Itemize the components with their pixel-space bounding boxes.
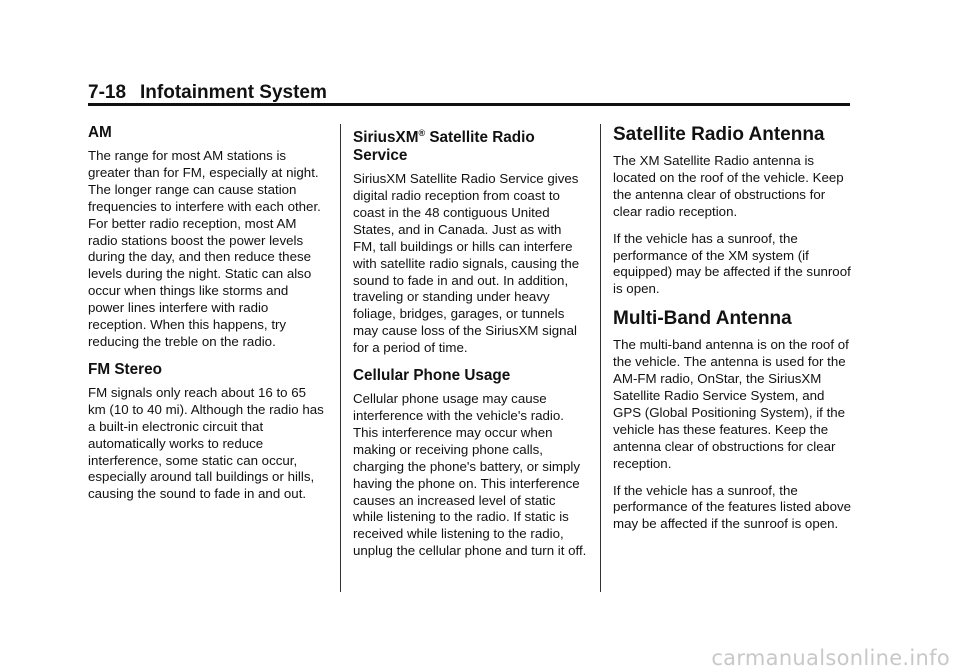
am-paragraph: The range for most AM stations is greater than for FM, especially at night. The longer range can cause station frequencies to interfere with each other. For better radio reception, most AM radio stations boost the power levels during the day, and then reduce these levels during the night. Static can also occur when things like storms and power lines interfere with radio reception. When this happens, try reducing the treble on the radio. <box>88 148 321 349</box>
section-title: Infotainment System <box>140 82 327 103</box>
cellular-phone-paragraph: Cellular phone usage may cause interference with the vehicle's radio. This interference may occur when making or receiving phone calls, charging the phone's battery, or simply having the phone on. This interference causes an increased level of static while listening to the radio. If static is received while listening to the radio, unplug the cellular phone and turn it off. <box>353 391 587 559</box>
column-divider-1 <box>340 124 341 592</box>
page-header <box>88 82 327 104</box>
page-number: 7-18 <box>88 82 127 103</box>
column-2 <box>353 124 588 570</box>
multi-band-paragraph-2: If the vehicle has a sunroof, the performance of the features listed above may be affected if the sunroof is open. <box>613 482 852 532</box>
satellite-antenna-heading: Satellite Radio Antenna <box>613 124 825 145</box>
satellite-antenna-paragraph-1: The XM Satellite Radio antenna is located on the roof of the vehicle. Keep the antenna clear of obstructions for clear radio reception. <box>613 153 844 219</box>
fm-stereo-heading: FM Stereo <box>88 360 162 378</box>
siriusxm-heading-prefix: SiriusXM <box>353 129 419 147</box>
fm-stereo-paragraph: FM signals only reach about 16 to 65 km (10 to 40 mi). Although the radio has a built-in electronic circuit that automatically works to reduce interference, some static can occur, especially around tall buildings or hills, causing the sound to fade in and out. <box>88 384 324 502</box>
am-heading: AM <box>88 124 112 141</box>
header-rule <box>88 103 850 106</box>
column-3 <box>613 124 853 543</box>
multi-band-paragraph-1: The multi-band antenna is on the roof of the vehicle. The antenna is used for the AM-FM radio, OnStar, the SiriusXM Satellite Radio Service System, and GPS (Global Positioning System), if the vehicle has these features. Keep the antenna clear of obstructions for clear reception. <box>613 337 849 471</box>
cellular-phone-heading: Cellular Phone Usage <box>353 367 511 385</box>
siriusxm-heading <box>353 124 588 165</box>
siriusxm-paragraph: SiriusXM Satellite Radio Service gives digital radio reception from coast to coast in the 48 contiguous United States, and in Canada. Just as with FM, tall buildings or hills can interfere with satellite radio signals, causing the sound to fade in and out. In addition, traveling or standing under heavy foliage, bridges, garages, or tunnels may cause loss of the SiriusXM signal for a period of time. <box>353 171 580 356</box>
registered-mark: ® <box>418 128 426 138</box>
satellite-antenna-paragraph-2: If the vehicle has a sunroof, the performance of the XM system (if equipped) may be affected if the sunroof is open. <box>613 230 851 297</box>
column-divider-2 <box>600 124 601 592</box>
watermark-text: carmanualsonline.info <box>711 646 950 670</box>
column-1 <box>88 124 324 513</box>
siriusxm-heading-suffix: Satellite Radio Service <box>353 129 535 165</box>
multi-band-antenna-heading: Multi-Band Antenna <box>613 308 792 330</box>
